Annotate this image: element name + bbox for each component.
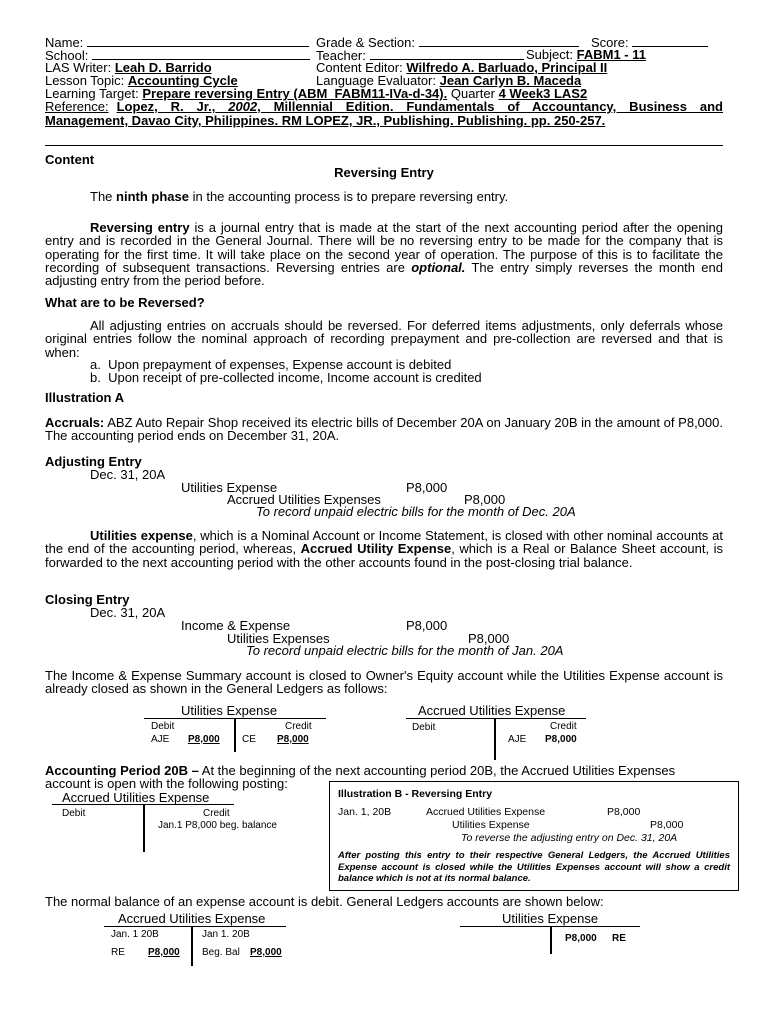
- teacher-field[interactable]: [370, 48, 524, 60]
- ledger-top-rule: [406, 718, 586, 719]
- p3-bold-1: Utilities expense: [90, 528, 193, 543]
- subject-label: Subject:: [526, 47, 573, 62]
- normal-balance-paragraph: The normal balance of an expense account is debit. General Ledgers accounts are shown below:: [45, 894, 604, 909]
- ledger-credit-header: Credit: [203, 808, 230, 819]
- ledger-debit-amount: P8,000: [188, 734, 220, 745]
- adjusting-credit-amount: P8,000: [464, 492, 506, 507]
- adjusting-date: Dec. 31, 20A: [90, 467, 166, 482]
- subject-value: FABM1 - 11: [576, 47, 646, 62]
- ledger-credit-ref: AJE: [508, 734, 527, 745]
- ledger-title: Utilities Expense: [181, 703, 278, 718]
- utilities-paragraph: [45, 529, 723, 569]
- reference-author: Lopez, R. Jr.,: [116, 99, 216, 114]
- p1-optional: optional.: [411, 259, 466, 275]
- score-label: Score:: [591, 35, 629, 50]
- adjusting-memo: To record unpaid electric bills for the month of Dec. 20A: [256, 504, 576, 519]
- p1-text-b: The entry simply reverses the month end adjusting entry from the period before.: [45, 259, 723, 289]
- intro-text-c: in the accounting process is to prepare reversing entry.: [192, 189, 509, 204]
- ledger-credit-entry: Jan.1 P8,000 beg. balance: [158, 820, 277, 831]
- evaluator-value: Jean Carlyn B. Maceda: [439, 73, 582, 88]
- ledger-credit-amount: P8,000: [250, 947, 282, 958]
- closing-date: Dec. 31, 20A: [90, 605, 166, 620]
- illustration-a-heading: Illustration A: [45, 390, 124, 405]
- accruals-paragraph: [45, 416, 723, 443]
- intro-text-a: The: [90, 189, 113, 204]
- period-text-1: At the beginning of the next accounting period 20B, the Accrued Utilities Expenses: [201, 763, 676, 778]
- what-heading: What are to be Reversed?: [45, 295, 205, 310]
- ledger-credit-ref: RE: [612, 933, 626, 944]
- illustration-b-box: [329, 781, 739, 891]
- closing-debit-account: Income & Expense: [181, 618, 291, 633]
- target-value: Prepare reversing Entry (ABM_FABM11-IVa-d-34).: [142, 86, 448, 101]
- list-marker: b.: [90, 370, 101, 385]
- name-field[interactable]: [87, 35, 309, 47]
- reference-label: Reference:: [45, 99, 109, 114]
- closing-credit-amount: P8,000: [468, 631, 510, 646]
- ledger-credit-date: Jan 1. 20B: [202, 929, 250, 940]
- score-field[interactable]: [632, 35, 708, 47]
- summary-paragraph: The Income & Expense Summary account is closed to Owner's Equity account while the Utilities Expense account is already closed as shown in the General Ledgers as follows:: [45, 668, 723, 697]
- accruals-text: ABZ Auto Repair Shop received its electric bills of December 20A on January 20B in the amount of P8,000. The accounting period ends on December 31, 20A.: [45, 415, 723, 444]
- ledger-credit-amount: P8,000: [565, 933, 597, 944]
- adjusting-credit-account: Accrued Utilities Expenses: [227, 492, 381, 507]
- topic-label: Lesson Topic:: [45, 73, 125, 88]
- page-title: Reversing Entry: [334, 165, 434, 180]
- closing-debit-amount: P8,000: [406, 618, 448, 633]
- ledger-center-rule: [143, 804, 145, 852]
- header-divider: [45, 145, 723, 146]
- ledger-credit-ref: CE: [242, 734, 256, 745]
- ledger-debit-header: Debit: [412, 722, 436, 733]
- ledger-debit-amount: P8,000: [148, 947, 180, 958]
- reference-row: [45, 100, 723, 114]
- accruals-bold: Accruals:: [45, 415, 105, 430]
- p3-bold-2: Accrued Utility Expense: [300, 541, 452, 557]
- intro-bold: ninth phase: [116, 189, 189, 204]
- reference-title: , Millennial Edition. Fundamentals of Accountancy, Business and: [257, 99, 723, 114]
- name-label: Name:: [45, 35, 84, 50]
- reference-line-2: Management, Davao City, Philippines. RM LOPEZ, JR., Publishing. Publishing. pp. 250-257.: [45, 113, 606, 128]
- editor-value: Wilfredo A. Barluado, Principal II: [406, 60, 608, 75]
- adjusting-heading: Adjusting Entry: [45, 454, 142, 469]
- content-label: Content: [45, 152, 95, 167]
- p1-text-a: is a journal entry that is made at the start of the next accounting period after the opening entry and is recorded in the General Journal. There will be no reversing entry to be made for the company that is operating for the first time. It will take place on the second year of operation. The purpose of this is to facilitate the recording of subsequent transactions. Reversing entries are: [45, 220, 723, 275]
- writer-value: Leah D. Barrido: [114, 60, 212, 75]
- ledger-title: Utilities Expense: [502, 911, 599, 926]
- list-marker: a.: [90, 357, 101, 372]
- ledger-credit-header: Credit: [550, 721, 577, 732]
- ledger-credit-amount: P8,000: [545, 734, 577, 745]
- illustration-b-memo: To reverse the adjusting entry on Dec. 31, 20A: [461, 832, 678, 844]
- ledger-top-rule: [104, 926, 286, 927]
- ledger-credit-ref: Beg. Bal: [202, 947, 240, 958]
- illustration-b-credit-account: Utilities Expense: [452, 819, 530, 831]
- list-text: Upon prepayment of expenses, Expense account is debited: [108, 357, 452, 372]
- ledger-credit-amount: P8,000: [277, 734, 309, 745]
- ledger-credit-header: Credit: [285, 721, 312, 732]
- reference-line-1: [117, 100, 723, 114]
- list-text: Upon receipt of pre-collected income, Income account is credited: [108, 370, 482, 385]
- school-label: School:: [45, 48, 89, 63]
- grade-label: Grade & Section:: [316, 35, 415, 50]
- closing-heading: Closing Entry: [45, 592, 130, 607]
- ledger-debit-header: Debit: [62, 808, 86, 819]
- p3-text-b: , which is a Real or Balance Sheet account, is forwarded to the next accounting period with the other accounts found in the post-closing trial balance.: [45, 541, 723, 570]
- ledger-debit-header: Debit: [151, 721, 175, 732]
- ledger-center-rule: [550, 926, 552, 954]
- ledger-center-rule: [191, 926, 193, 966]
- illustration-b-debit-account: Accrued Utilities Expense: [426, 806, 546, 818]
- illustration-b-credit-amount: P8,000: [650, 819, 684, 831]
- school-field[interactable]: [92, 48, 310, 60]
- grade-field[interactable]: [419, 35, 579, 47]
- illustration-b-note: After posting this entry to their respective General Ledgers, the Accrued Utilities Expense account is closed while the Utilities Expenses account will show a credit balance which is not at its normal balance.: [338, 850, 730, 884]
- ledger-title: Accrued Utilities Expense: [62, 790, 210, 805]
- illustration-b-title: Illustration B - Reversing Entry: [338, 788, 493, 800]
- ledger-center-rule: [234, 718, 236, 752]
- target-label: Learning Target:: [45, 86, 139, 101]
- p1-bold: Reversing entry: [90, 220, 190, 235]
- editor-label: Content Editor:: [316, 60, 403, 75]
- ledger-debit-ref: AJE: [151, 734, 170, 745]
- closing-memo: To record unpaid electric bills for the month of Jan. 20A: [246, 643, 564, 658]
- ledger-title: Accrued Utilities Expense: [418, 703, 566, 718]
- topic-value: Accounting Cycle: [127, 73, 238, 88]
- p3-text-a: , which is a Nominal Account or Income Statement, is closed with other nominal accounts at the end of the accounting period, whereas,: [45, 528, 723, 557]
- list-item-b: [90, 371, 482, 385]
- evaluator-label: Language Evaluator:: [316, 73, 436, 88]
- reversal-rules-paragraph: All adjusting entries on accruals should be reversed. For deferred items adjustments, only deferrals whose original entries follow the nominal approach of recording prepayment and pre-collection are reversed and that is when:: [45, 318, 723, 360]
- ledger-center-rule: [494, 718, 496, 760]
- period-bold: Accounting Period 20B –: [45, 763, 199, 778]
- intro-paragraph: [90, 190, 508, 204]
- closing-credit-account: Utilities Expenses: [227, 631, 330, 646]
- quarter-value: 4 Week3 LAS2: [498, 86, 588, 101]
- ledger-debit-ref: RE: [111, 947, 125, 958]
- writer-label: LAS Writer:: [45, 60, 112, 75]
- quarter-label: Quarter: [450, 86, 495, 101]
- reversing-entry-paragraph: [45, 221, 723, 287]
- reference-year: 2002: [228, 99, 258, 114]
- illustration-b-debit-amount: P8,000: [607, 806, 641, 818]
- ledger-debit-date: Jan. 1 20B: [111, 929, 159, 940]
- period-20b-line-2: account is open with the following posting:: [45, 776, 288, 791]
- teacher-label: Teacher:: [316, 48, 366, 63]
- adjusting-debit-amount: P8,000: [406, 480, 448, 495]
- ledger-title: Accrued Utilities Expense: [118, 911, 266, 926]
- illustration-b-date: Jan. 1, 20B: [338, 806, 392, 818]
- adjusting-debit-account: Utilities Expense: [181, 480, 278, 495]
